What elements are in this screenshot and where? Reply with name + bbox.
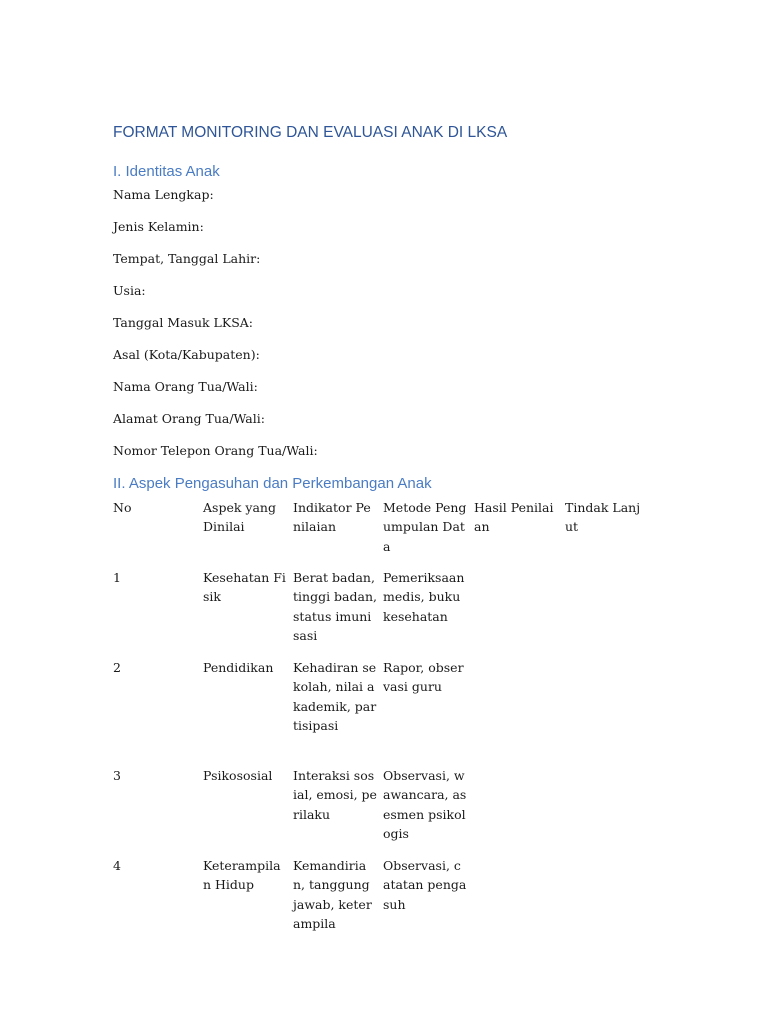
section-heading-aspek: II. Aspek Pengasuhan dan Perkembangan Anak: [113, 475, 432, 492]
cell-aspek: Keterampilan Hidup: [203, 858, 281, 893]
cell-indikator: Kemandirian, tanggung jawab, keterampila: [293, 858, 372, 932]
cell-hasil: [474, 856, 565, 946]
field-tempat-tanggal-lahir: Tempat, Tanggal Lahir:: [113, 251, 261, 266]
table-row: [113, 856, 653, 946]
table-row: [113, 766, 653, 856]
cell-no: 3: [113, 768, 121, 783]
cell-hasil: [474, 658, 565, 766]
field-asal: Asal (Kota/Kabupaten):: [113, 347, 260, 362]
cell-indikator: Berat badan, tinggi badan, status imunisasi: [293, 570, 377, 644]
cell-metode: Observasi, wawancara, asesmen psikologis: [383, 768, 467, 842]
cell-aspek: Kesehatan Fisik: [203, 570, 286, 605]
cell-indikator: Kehadiran sekolah, nilai akademik, partisipasi: [293, 660, 377, 734]
field-nama-orang-tua: Nama Orang Tua/Wali:: [113, 379, 258, 394]
cell-indikator: Interaksi sosial, emosi, perilaku: [293, 768, 377, 822]
field-nama-lengkap: Nama Lengkap:: [113, 187, 214, 202]
cell-no: 1: [113, 570, 121, 585]
header-hasil: Hasil Penilaian: [474, 500, 554, 535]
field-usia: Usia:: [113, 283, 146, 298]
field-telepon-orang-tua: Nomor Telepon Orang Tua/Wali:: [113, 443, 318, 458]
cell-metode: Observasi, catatan pengasuh: [383, 858, 467, 912]
header-indikator: Indikator Penilaian: [293, 500, 371, 535]
header-metode: Metode Pengumpulan Data: [383, 500, 467, 554]
cell-metode: Pemeriksaan medis, buku kesehatan: [383, 570, 465, 624]
cell-no: 2: [113, 660, 121, 675]
cell-tindak-lanjut: [565, 568, 653, 658]
cell-metode: Rapor, observasi guru: [383, 660, 464, 695]
table-row: [113, 568, 653, 658]
cell-tindak-lanjut: [565, 658, 653, 766]
header-tindak-lanjut: Tindak Lanjut: [565, 500, 641, 535]
header-aspek: Aspek yang Dinilai: [203, 500, 276, 535]
section-heading-identitas: I. Identitas Anak: [113, 163, 220, 180]
evaluation-table: [113, 498, 653, 946]
cell-hasil: [474, 568, 565, 658]
header-no: No: [113, 500, 132, 515]
identity-field-list: [113, 187, 318, 475]
field-tanggal-masuk: Tanggal Masuk LKSA:: [113, 315, 254, 330]
table-row: [113, 658, 653, 766]
cell-tindak-lanjut: [565, 766, 653, 856]
cell-aspek: Psikososial: [203, 768, 273, 783]
document-title: FORMAT MONITORING DAN EVALUASI ANAK DI LKSA: [113, 124, 508, 141]
field-jenis-kelamin: Jenis Kelamin:: [113, 219, 204, 234]
cell-hasil: [474, 766, 565, 856]
cell-aspek: Pendidikan: [203, 660, 274, 675]
cell-no: 4: [113, 858, 121, 873]
cell-tindak-lanjut: [565, 856, 653, 946]
table-header-row: [113, 498, 653, 568]
field-alamat-orang-tua: Alamat Orang Tua/Wali:: [113, 411, 265, 426]
